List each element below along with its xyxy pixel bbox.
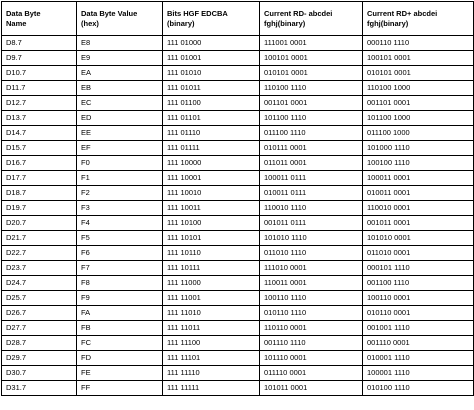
cell-hex-value: FF bbox=[77, 381, 163, 396]
cell-rd-minus: 001110 1110 bbox=[260, 336, 363, 351]
cell-rd-minus: 101100 1110 bbox=[260, 111, 363, 126]
cell-data-byte-name: D29.7 bbox=[2, 351, 77, 366]
cell-rd-plus: 101000 1110 bbox=[363, 141, 474, 156]
cell-rd-plus: 110010 0001 bbox=[363, 201, 474, 216]
cell-data-byte-name: D23.7 bbox=[2, 261, 77, 276]
cell-hex-value: E9 bbox=[77, 51, 163, 66]
cell-rd-minus: 011011 0001 bbox=[260, 156, 363, 171]
cell-rd-minus: 010110 1110 bbox=[260, 306, 363, 321]
table-row bbox=[2, 276, 474, 291]
cell-rd-plus: 000110 1110 bbox=[363, 36, 474, 51]
cell-rd-plus: 010011 0001 bbox=[363, 186, 474, 201]
table-row bbox=[2, 201, 474, 216]
cell-hex-value: FA bbox=[77, 306, 163, 321]
cell-data-byte-name: D13.7 bbox=[2, 111, 77, 126]
header-row bbox=[2, 2, 474, 36]
cell-rd-minus: 001011 0111 bbox=[260, 216, 363, 231]
header-line: (hex) bbox=[81, 18, 99, 28]
cell-bits: 111 11101 bbox=[163, 351, 260, 366]
cell-hex-value: F8 bbox=[77, 276, 163, 291]
cell-rd-minus: 101011 0001 bbox=[260, 381, 363, 396]
header-data-byte-name bbox=[2, 2, 77, 36]
cell-hex-value: F2 bbox=[77, 186, 163, 201]
table-row bbox=[2, 171, 474, 186]
cell-bits: 111 01010 bbox=[163, 66, 260, 81]
encoding-table bbox=[1, 1, 474, 396]
cell-rd-plus: 010100 1110 bbox=[363, 381, 474, 396]
table-body bbox=[2, 36, 474, 396]
table-row bbox=[2, 366, 474, 381]
header-line: fghj(binary) bbox=[367, 18, 409, 28]
cell-data-byte-name: D15.7 bbox=[2, 141, 77, 156]
cell-rd-minus: 100011 0111 bbox=[260, 171, 363, 186]
cell-rd-plus: 100011 0001 bbox=[363, 171, 474, 186]
table-row bbox=[2, 321, 474, 336]
cell-bits: 111 10101 bbox=[163, 231, 260, 246]
cell-hex-value: EF bbox=[77, 141, 163, 156]
cell-rd-minus: 100101 0001 bbox=[260, 51, 363, 66]
cell-hex-value: EA bbox=[77, 66, 163, 81]
cell-hex-value: E8 bbox=[77, 36, 163, 51]
cell-rd-minus: 011010 1110 bbox=[260, 246, 363, 261]
header-current-rd-minus bbox=[260, 2, 363, 36]
cell-data-byte-name: D25.7 bbox=[2, 291, 77, 306]
cell-hex-value: F9 bbox=[77, 291, 163, 306]
cell-bits: 111 10000 bbox=[163, 156, 260, 171]
cell-data-byte-name: D11.7 bbox=[2, 81, 77, 96]
table-row bbox=[2, 51, 474, 66]
header-line: Data Byte bbox=[6, 8, 41, 18]
cell-data-byte-name: D19.7 bbox=[2, 201, 77, 216]
cell-bits: 111 01100 bbox=[163, 96, 260, 111]
cell-rd-minus: 010101 0001 bbox=[260, 66, 363, 81]
cell-hex-value: EB bbox=[77, 81, 163, 96]
cell-bits: 111 11010 bbox=[163, 306, 260, 321]
header-line: fghj(binary) bbox=[264, 18, 306, 28]
cell-bits: 111 10111 bbox=[163, 261, 260, 276]
cell-data-byte-name: D22.7 bbox=[2, 246, 77, 261]
cell-rd-plus: 011100 1000 bbox=[363, 126, 474, 141]
cell-bits: 111 11110 bbox=[163, 366, 260, 381]
cell-rd-minus: 010111 0001 bbox=[260, 141, 363, 156]
cell-rd-plus: 100001 1110 bbox=[363, 366, 474, 381]
table-row bbox=[2, 216, 474, 231]
table-row bbox=[2, 36, 474, 51]
cell-rd-plus: 100110 0001 bbox=[363, 291, 474, 306]
cell-hex-value: F1 bbox=[77, 171, 163, 186]
cell-rd-plus: 010101 0001 bbox=[363, 66, 474, 81]
cell-bits: 111 10010 bbox=[163, 186, 260, 201]
header-line: Name bbox=[6, 18, 27, 28]
cell-rd-minus: 001101 0001 bbox=[260, 96, 363, 111]
cell-bits: 111 11001 bbox=[163, 291, 260, 306]
cell-hex-value: EE bbox=[77, 126, 163, 141]
cell-rd-plus: 001001 1110 bbox=[363, 321, 474, 336]
table-row bbox=[2, 291, 474, 306]
header-line: Data Byte Value bbox=[81, 8, 138, 18]
cell-rd-minus: 111001 0001 bbox=[260, 36, 363, 51]
cell-bits: 111 10100 bbox=[163, 216, 260, 231]
cell-bits: 111 10011 bbox=[163, 201, 260, 216]
cell-rd-plus: 010110 0001 bbox=[363, 306, 474, 321]
cell-hex-value: EC bbox=[77, 96, 163, 111]
cell-data-byte-name: D16.7 bbox=[2, 156, 77, 171]
cell-bits: 111 01011 bbox=[163, 81, 260, 96]
cell-hex-value: F7 bbox=[77, 261, 163, 276]
cell-rd-plus: 010001 1110 bbox=[363, 351, 474, 366]
cell-bits: 111 01101 bbox=[163, 111, 260, 126]
cell-rd-minus: 110100 1110 bbox=[260, 81, 363, 96]
cell-bits: 111 10001 bbox=[163, 171, 260, 186]
table-row bbox=[2, 261, 474, 276]
cell-bits: 111 01111 bbox=[163, 141, 260, 156]
cell-rd-minus: 100110 1110 bbox=[260, 291, 363, 306]
cell-bits: 111 01001 bbox=[163, 51, 260, 66]
cell-hex-value: ED bbox=[77, 111, 163, 126]
table-row bbox=[2, 66, 474, 81]
cell-hex-value: F6 bbox=[77, 246, 163, 261]
cell-hex-value: FD bbox=[77, 351, 163, 366]
cell-bits: 111 10110 bbox=[163, 246, 260, 261]
cell-rd-minus: 110011 0001 bbox=[260, 276, 363, 291]
cell-data-byte-name: D18.7 bbox=[2, 186, 77, 201]
cell-data-byte-name: D17.7 bbox=[2, 171, 77, 186]
cell-rd-minus: 011100 1110 bbox=[260, 126, 363, 141]
header-line: Current RD+ abcdei bbox=[367, 8, 438, 18]
header-line: Bits HGF EDCBA bbox=[167, 8, 228, 18]
cell-rd-plus: 001100 1110 bbox=[363, 276, 474, 291]
header-current-rd-plus bbox=[363, 2, 474, 36]
cell-rd-plus: 101010 0001 bbox=[363, 231, 474, 246]
cell-hex-value: F3 bbox=[77, 201, 163, 216]
table-row bbox=[2, 186, 474, 201]
cell-rd-plus: 001101 0001 bbox=[363, 96, 474, 111]
header-line: Current RD- abcdei bbox=[264, 8, 333, 18]
cell-hex-value: FC bbox=[77, 336, 163, 351]
cell-data-byte-name: D14.7 bbox=[2, 126, 77, 141]
header-line: (binary) bbox=[167, 18, 195, 28]
table-row bbox=[2, 381, 474, 396]
header-bits-hgf-edcba bbox=[163, 2, 260, 36]
cell-bits: 111 11011 bbox=[163, 321, 260, 336]
cell-rd-plus: 110100 1000 bbox=[363, 81, 474, 96]
cell-hex-value: F0 bbox=[77, 156, 163, 171]
cell-rd-minus: 111010 0001 bbox=[260, 261, 363, 276]
cell-bits: 111 01110 bbox=[163, 126, 260, 141]
cell-rd-minus: 110110 0001 bbox=[260, 321, 363, 336]
table-row bbox=[2, 141, 474, 156]
cell-bits: 111 11111 bbox=[163, 381, 260, 396]
cell-data-byte-name: D10.7 bbox=[2, 66, 77, 81]
cell-data-byte-name: D9.7 bbox=[2, 51, 77, 66]
cell-hex-value: FB bbox=[77, 321, 163, 336]
cell-data-byte-name: D31.7 bbox=[2, 381, 77, 396]
cell-data-byte-name: D27.7 bbox=[2, 321, 77, 336]
cell-rd-plus: 100101 0001 bbox=[363, 51, 474, 66]
cell-data-byte-name: D21.7 bbox=[2, 231, 77, 246]
cell-rd-plus: 100100 1110 bbox=[363, 156, 474, 171]
cell-data-byte-name: D26.7 bbox=[2, 306, 77, 321]
cell-data-byte-name: D20.7 bbox=[2, 216, 77, 231]
cell-hex-value: F4 bbox=[77, 216, 163, 231]
cell-hex-value: F5 bbox=[77, 231, 163, 246]
cell-rd-plus: 101100 1000 bbox=[363, 111, 474, 126]
cell-rd-plus: 011010 0001 bbox=[363, 246, 474, 261]
cell-hex-value: FE bbox=[77, 366, 163, 381]
cell-rd-minus: 101110 0001 bbox=[260, 351, 363, 366]
table-row bbox=[2, 246, 474, 261]
cell-rd-plus: 000101 1110 bbox=[363, 261, 474, 276]
table-row bbox=[2, 336, 474, 351]
table-row bbox=[2, 306, 474, 321]
cell-rd-minus: 110010 1110 bbox=[260, 201, 363, 216]
cell-bits: 111 11100 bbox=[163, 336, 260, 351]
cell-data-byte-name: D30.7 bbox=[2, 366, 77, 381]
table-row bbox=[2, 111, 474, 126]
cell-data-byte-name: D28.7 bbox=[2, 336, 77, 351]
header-data-byte-value bbox=[77, 2, 163, 36]
cell-rd-minus: 101010 1110 bbox=[260, 231, 363, 246]
table-row bbox=[2, 81, 474, 96]
cell-data-byte-name: D24.7 bbox=[2, 276, 77, 291]
cell-rd-minus: 010011 0111 bbox=[260, 186, 363, 201]
cell-rd-plus: 001110 0001 bbox=[363, 336, 474, 351]
cell-rd-minus: 011110 0001 bbox=[260, 366, 363, 381]
cell-data-byte-name: D12.7 bbox=[2, 96, 77, 111]
cell-data-byte-name: D8.7 bbox=[2, 36, 77, 51]
table-row bbox=[2, 126, 474, 141]
cell-rd-plus: 001011 0001 bbox=[363, 216, 474, 231]
cell-bits: 111 11000 bbox=[163, 276, 260, 291]
table-row bbox=[2, 96, 474, 111]
cell-bits: 111 01000 bbox=[163, 36, 260, 51]
table-row bbox=[2, 231, 474, 246]
table-row bbox=[2, 351, 474, 366]
table-row bbox=[2, 156, 474, 171]
